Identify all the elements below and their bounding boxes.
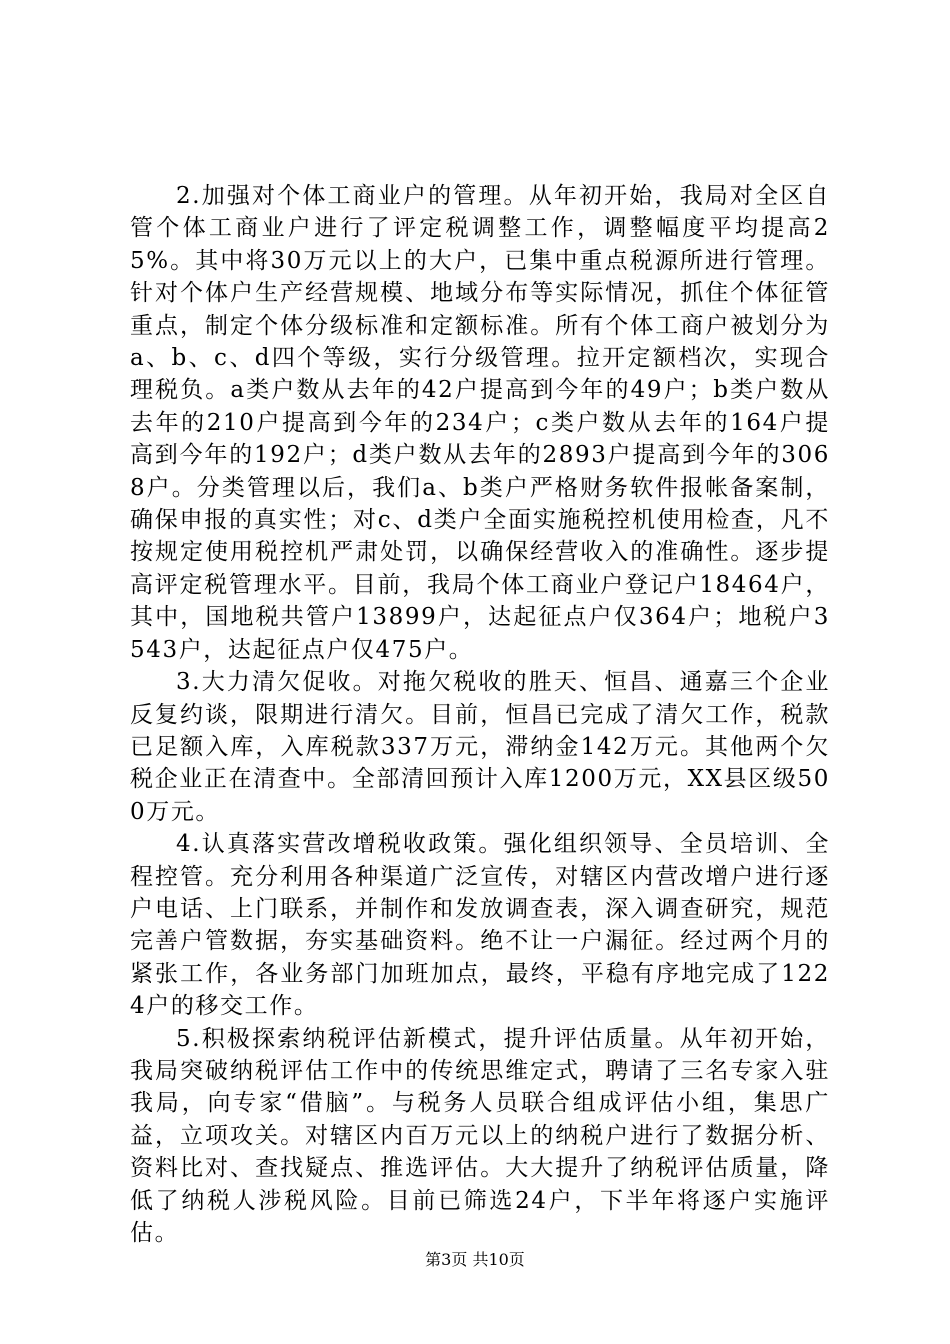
paragraph-tax-assessment-model: 5.积极探索纳税评估新模式，提升评估质量。从年初开始，我局突破纳税评估工作中的传统思维定式，聘请了三名专家入驻我局，向专家“借脑”。与税务人员联合组成评估小组，集思广益，立项攻关。对辖区内百万元以上的纳税户进行了数据分析、资料比对、查找疑点、推选评估。大大提升了纳税评估质量，降低了纳税人涉税风险。目前已筛选24户，下半年将逐户实施评估。 [130, 1025, 830, 1246]
document-body [130, 180, 830, 1249]
paragraph-individual-business-management: 2.加强对个体工商业户的管理。从年初开始，我局对全区自管个体工商业户进行了评定税调整工作，调整幅度平均提高25%。其中将30万元以上的大户，已集中重点税源所进行管理。针对个体户生产经营规模、地域分布等实际情况，抓住个体征管重点，制定个体分级标准和定额标准。所有个体工商户被划分为a、b、c、d四个等级，实行分级管理。拉开定额档次，实现合理税负。a类户数从去年的42户提高到今年的49户；b类户数从去年的210户提高到今年的234户；c类户数从去年的164户提高到今年的192户；d类户数从去年的2893户提高到今年的3068户。分类管理以后，我们a、b类户严格财务软件报帐备案制，确保申报的真实性；对c、d类户全面实施税控机使用检查，凡不按规定使用税控机严肃处罚，以确保经营收入的准确性。逐步提高评定税管理水平。目前，我局个体工商业户登记户18464户，其中，国地税共管户13899户，达起征点户仅364户；地税户3543户，达起征点户仅475户。 [130, 183, 830, 663]
paragraph-tax-arrears-collection: 3.大力清欠促收。对拖欠税收的胜天、恒昌、通嘉三个企业反复约谈，限期进行清欠。目前，恒昌已完成了清欠工作，税款已足额入库，入库税款337万元，滞纳金142万元。其他两个欠税企业正在清查中。全部清回预计入库1200万元，XX县区级500万元。 [130, 669, 830, 825]
page-number-footer: 第3页 共10页 [425, 1250, 525, 1269]
paragraph-vat-reform-policy: 4.认真落实营改增税收政策。强化组织领导、全员培训、全程控管。充分利用各种渠道广泛宣传，对辖区内营改增户进行逐户电话、上门联系，并制作和发放调查表，深入调查研究，规范完善户管数据，夯实基础资料。绝不让一户漏征。经过两个月的紧张工作，各业务部门加班加点，最终，平稳有序地完成了1224户的移交工作。 [130, 831, 830, 1020]
